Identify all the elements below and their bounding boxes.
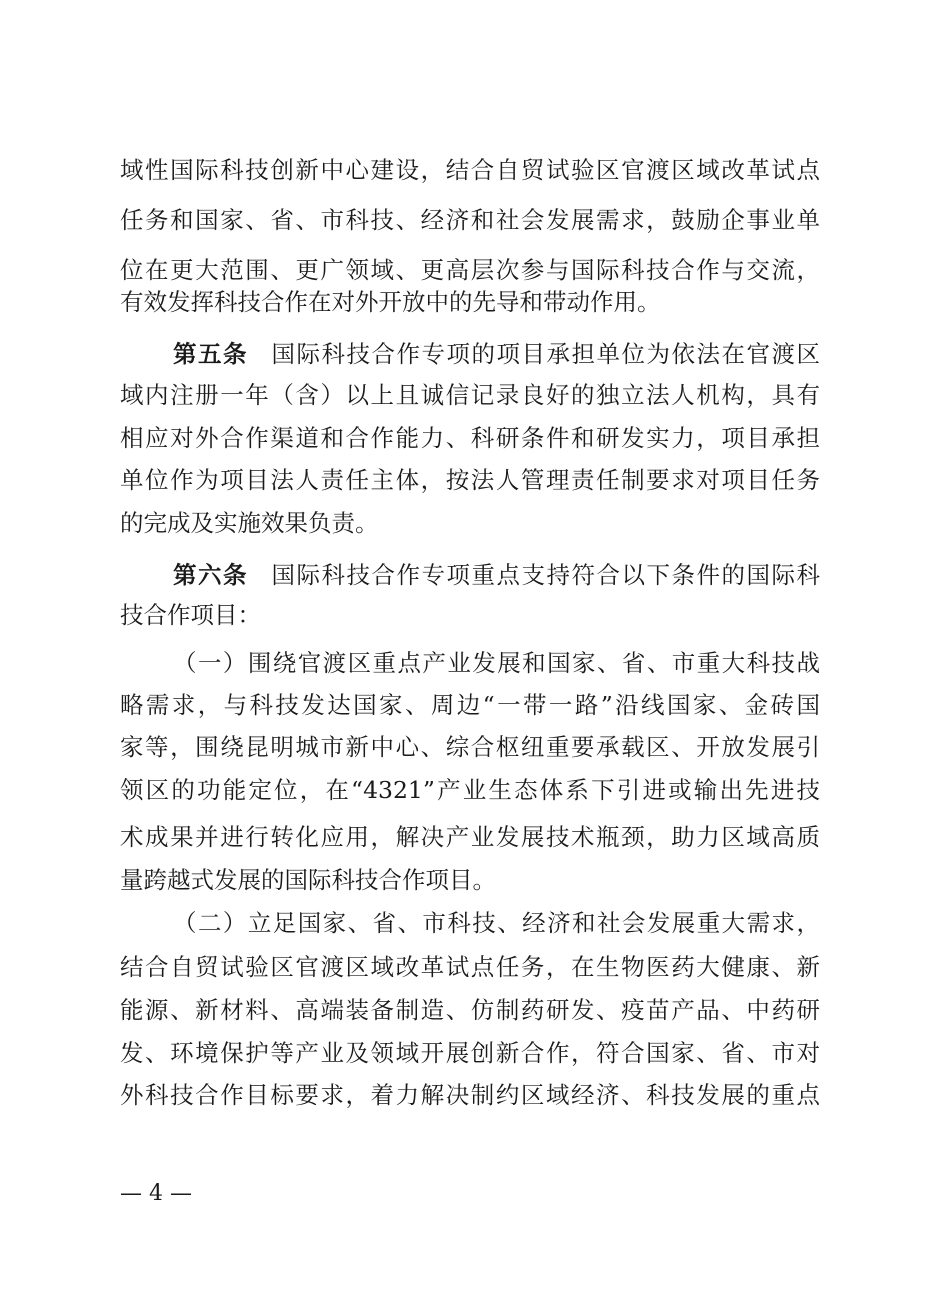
article5-line-5: 的完成及实施效果负责。 <box>120 509 379 537</box>
item1-line-2: 略需求，与科技发达国家、周边“一带一路”沿线国家、金砖国 <box>120 691 820 719</box>
article6-label: 第六条 <box>173 561 248 589</box>
article5-label: 第五条 <box>173 340 248 368</box>
article6-first-line-text: 国际科技合作专项重点支持符合以下条件的国际科 <box>270 561 820 589</box>
article5-line-4: 单位作为项目法人责任主体，按法人管理责任制要求对项目任务 <box>120 466 820 494</box>
article5-first-line <box>173 339 820 369</box>
item1-line-6: 量跨越式发展的国际科技合作项目。 <box>120 866 496 894</box>
page-number: — 4 — <box>120 1181 192 1206</box>
item2-line-5: 外科技合作目标要求，着力解决制约区域经济、科技发展的重点 <box>120 1081 820 1109</box>
para1-line-2: 任务和国家、省、市科技、经济和社会发展需求，鼓励企事业单 <box>120 206 820 234</box>
article5-line-2: 域内注册一年（含）以上且诚信记录良好的独立法人机构，具有 <box>120 381 820 409</box>
para1-line-4: 有效发挥科技合作在对外开放中的先导和带动作用。 <box>120 288 661 316</box>
para1-line-1: 域性国际科技创新中心建设，结合自贸试验区官渡区域改革试点 <box>120 156 820 184</box>
article5-first-line-text: 国际科技合作专项的项目承担单位为依法在官渡区 <box>270 340 820 368</box>
article5-line-3: 相应对外合作渠道和合作能力、科研条件和研发实力，项目承担 <box>120 424 820 452</box>
para1-line-3: 位在更大范围、更广领域、更高层次参与国际科技合作与交流， <box>120 256 820 284</box>
item2-first-line: （二）立足国家、省、市科技、经济和社会发展重大需求， <box>173 909 820 937</box>
item1-line-4: 领区的功能定位，在“4321”产业生态体系下引进或输出先进技 <box>120 776 820 804</box>
article6-line-2: 技合作项目： <box>120 601 261 629</box>
article6-first-line <box>173 560 820 590</box>
item1-first-line: （一）围绕官渡区重点产业发展和国家、省、市重大科技战 <box>173 649 820 677</box>
item2-line-4: 发、环境保护等产业及领域开展创新合作，符合国家、省、市对 <box>120 1039 820 1067</box>
item1-line-5: 术成果并进行转化应用，解决产业发展技术瓶颈，助力区域高质 <box>120 823 820 851</box>
item2-line-2: 结合自贸试验区官渡区域改革试点任务，在生物医药大健康、新 <box>120 953 820 981</box>
item1-line-3: 家等，围绕昆明城市新中心、综合枢纽重要承载区、开放发展引 <box>120 733 820 761</box>
item2-line-3: 能源、新材料、高端装备制造、仿制药研发、疫苗产品、中药研 <box>120 996 820 1024</box>
